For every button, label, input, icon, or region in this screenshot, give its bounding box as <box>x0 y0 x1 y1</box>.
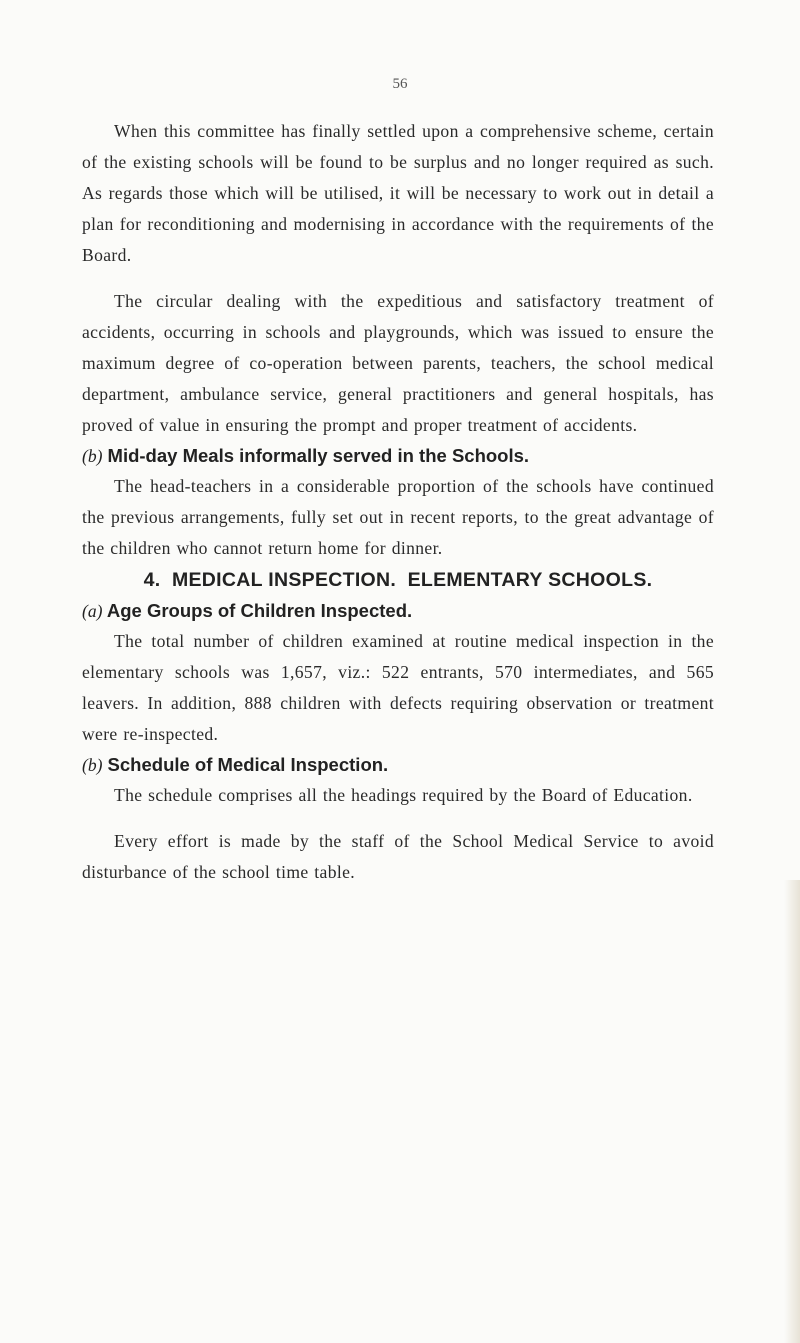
section-heading-medical-inspection: 4. MEDICAL INSPECTION. ELEMENTARY SCHOOLS. <box>143 569 653 591</box>
paragraph-school-reconditioning: When this committee has finally settled upon a comprehensive scheme, certain of the existing schools will be found to be surplus and no longer required as such. As regards those which will be utilised, it will be necessary to work out in detail a plan for reconditioning and modernising in accordance with the requirements of the Board. <box>82 121 714 265</box>
paragraph-mid-day-meals: The head-teachers in a considerable proportion of the schools have continued the previous arrangements, fully set out in recent reports, to the great advantage of the children who cannot return home for dinner. <box>82 476 714 558</box>
subheading-age-groups <box>82 596 714 626</box>
paragraph-accidents-circular: The circular dealing with the expeditious and satisfactory treatment of accidents, occurring in schools and playgrounds, which was issued to ensure the maximum degree of co-operation between parents, teachers, the school medical department, ambulance service, general practitioners and general hospitals, has proved of value in ensuring the prompt and proper treatment of accidents. <box>82 291 714 435</box>
page-edge-shadow <box>784 880 800 1343</box>
subheading-title: Age Groups of Children Inspected. <box>106 600 413 621</box>
page-content <box>82 116 714 888</box>
paragraph-age-groups: The total number of children examined at routine medical inspection in the elementary schools was 1,657, viz.: 522 entrants, 570 intermediates, and 565 leavers. In addition, 888 children with defects requiring observation or treatment were re-inspected. <box>82 631 714 744</box>
subheading-label: (b) <box>82 446 103 466</box>
subheading-label: (a) <box>82 601 103 621</box>
subheading-title: Schedule of Medical Inspection. <box>107 754 389 775</box>
subheading-title: Mid-day Meals informally served in the Schools. <box>107 445 530 466</box>
paragraph-schedule-headings: The schedule comprises all the headings required by the Board of Education. <box>114 785 693 805</box>
paragraph-schedule-disturbance: Every effort is made by the staff of the School Medical Service to avoid disturbance of the school time table. <box>82 831 714 882</box>
subheading-schedule <box>82 750 714 780</box>
page-number: 56 <box>392 76 408 92</box>
subheading-mid-day-meals <box>82 441 714 471</box>
subheading-label: (b) <box>82 755 103 775</box>
